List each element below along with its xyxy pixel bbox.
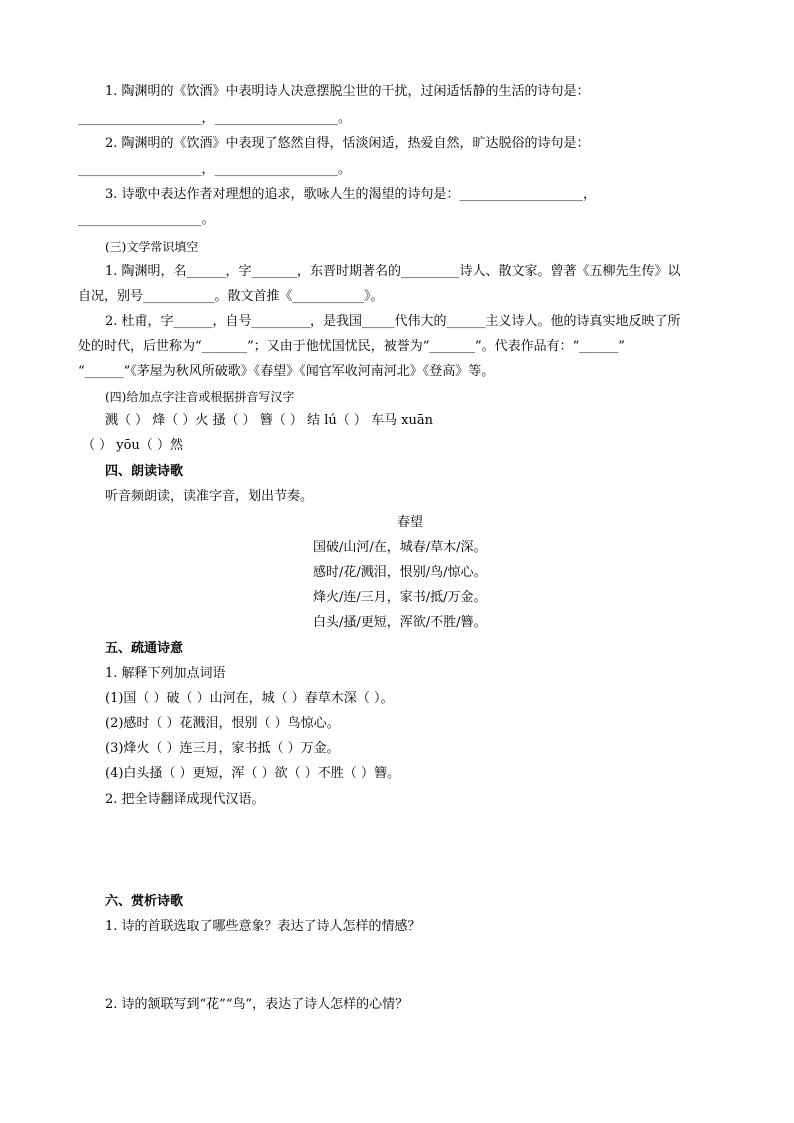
question-text: 处的时代，后世称为“_______”；又由于他忧国忧民，被誉为“_______”。代表作品有：“______”	[78, 339, 625, 354]
question-item: (3)烽火（ ）连三月，家书抵（ ）万金。	[105, 741, 340, 756]
question-text: 1. 陶渊明，名______，字_______，东晋时期著名的_________诗人、散文家。曾著《五柳先生传》以	[105, 264, 681, 279]
question-item: (2)感时（ ）花溅泪，恨别（ ）鸟惊心。	[105, 716, 340, 731]
pinyin-line: （ ） yōu（ ）然	[82, 438, 183, 453]
question-text: 2. 把全诗翻译成现代汉语。	[105, 792, 265, 807]
question-text: 自况，别号___________。散文首推《___________》。	[78, 289, 384, 304]
poem-title: 春望	[397, 515, 424, 530]
question-text: 2. 诗的颔联写到“花”“鸟”，表达了诗人怎样的心情？	[105, 997, 409, 1012]
answer-blank: ___________________。	[78, 212, 215, 227]
question-text: 1. 解释下列加点词语	[105, 666, 226, 681]
poem-line: 白头/搔/更短，浑欲/不胜/簪。	[313, 615, 487, 630]
section-heading: (四)给加点字注音或根据拼音写汉字	[105, 390, 295, 404]
question-text: 2. 杜甫，字______，自号_________，是我国_____代伟大的______主义诗人。他的诗真实地反映了所	[105, 314, 681, 329]
poem-line: 烽火/连/三月，家书/抵/万金。	[313, 590, 487, 605]
question-text: 2. 陶渊明的《饮酒》中表现了悠然自得，恬淡闲适，热爱自然，旷达脱俗的诗句是：	[105, 136, 590, 151]
poem-line: 国破/山河/在，城春/草木/深。	[313, 540, 487, 555]
section-heading: 六、赏析诗歌	[105, 894, 184, 909]
section-heading: 四、朗读诗歌	[105, 464, 184, 479]
poem-line: 感时/花/溅泪，恨别/鸟/惊心。	[313, 565, 487, 580]
question-text: 1. 诗的首联选取了哪些意象？表达了诗人怎样的情感？	[105, 919, 421, 934]
answer-blank: ___________________，___________________。	[78, 111, 351, 126]
instruction-text: 听音频朗读，读准字音，划出节奏。	[105, 489, 314, 504]
question-item: (1)国（ ）破（ ）山河在，城（ ）春草木深（ ）。	[105, 691, 394, 706]
section-heading: (三)文学常识填空	[105, 240, 199, 254]
question-item: (4)白头搔（ ）更短，浑（ ）欲（ ）不胜（ ）簪。	[105, 766, 400, 781]
answer-blank: ___________________，___________________。	[78, 162, 351, 177]
question-text: 1. 陶渊明的《饮酒》中表明诗人决意摆脱尘世的干扰，过闲适恬静的生活的诗句是：	[105, 84, 590, 99]
question-text: “______”《茅屋为秋风所破歌》《春望》《闻官军收河南河北》《登高》等。	[78, 364, 495, 379]
pinyin-line: 溅（ ） 烽（ ）火 搔（ ） 簪（ ） 结 lú（ ） 车马 xuān	[105, 413, 433, 428]
question-text: 3. 诗歌中表达作者对理想的追求，歌咏人生的渴望的诗句是：___________________，	[105, 187, 597, 202]
section-heading: 五、疏通诗意	[105, 641, 184, 656]
